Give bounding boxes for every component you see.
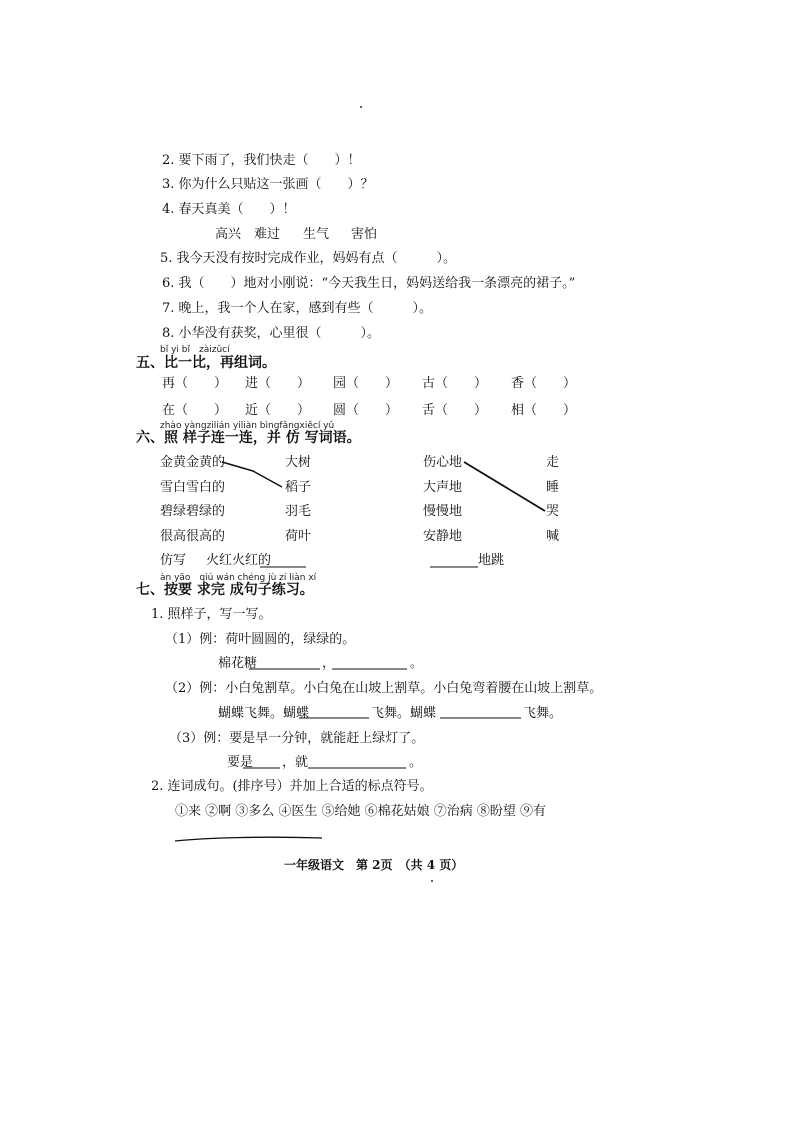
- s4-item-7: 7. 晚上，我一个人在家，感到有些（ ）。: [162, 301, 433, 316]
- s6-left-a-2[interactable]: 雪白雪白的: [160, 480, 226, 495]
- s6-right-a-3[interactable]: 慢慢地: [423, 504, 463, 519]
- q2-answer-line: [175, 837, 322, 841]
- connect-line-right: [464, 462, 545, 511]
- s6-imitate-example: 火红火红的: [206, 553, 272, 568]
- s7-q1-1-example: （1）例：荷叶圆圆的，绿绿的。: [165, 632, 356, 647]
- s6-title: 六、照 样子连一连，并 仿 写词语。: [136, 430, 361, 446]
- s5-row1-2: 进（ ）: [245, 376, 311, 391]
- s5-title: 五、比一比，再组词。: [136, 355, 276, 371]
- s5-row1-5: 香（ ）: [511, 376, 577, 391]
- s7-q1-1-mid: ，: [322, 656, 336, 671]
- s6-right-a-1[interactable]: 伤心地: [423, 455, 463, 470]
- s4-item-6: 6. 我（ ）地对小刚说：“今天我生日，妈妈送给我一条漂亮的裙子。”: [162, 276, 576, 291]
- s4-item-3: 3. 你为什么只贴这一张画（ ）？: [162, 177, 374, 192]
- s6-right-b-3[interactable]: 哭: [546, 504, 560, 519]
- s4-option-3: 生气: [303, 227, 330, 242]
- s7-q1-2-end: 飞舞。: [523, 706, 563, 721]
- s5-row1-1: 再（ ）: [162, 376, 228, 391]
- s6-right-a-2[interactable]: 大声地: [423, 480, 463, 495]
- s5-row1-4: 古（ ）: [422, 376, 488, 391]
- s5-row2-3: 圆（ ）: [333, 403, 399, 418]
- s7-q2-title: 2. 连词成句。(排序号）并加上合适的标点符号。: [151, 779, 433, 794]
- page-footer: 一年级语文 第 2页 （共 4 页）: [284, 858, 464, 872]
- s6-right-a-4[interactable]: 安静地: [423, 529, 463, 544]
- connect-line-left: [222, 462, 282, 487]
- s7-title: 七、按要 求完 成句子练习。: [136, 582, 314, 598]
- s6-right-b-4[interactable]: 喊: [546, 529, 560, 544]
- s6-left-b-3[interactable]: 羽毛: [285, 504, 312, 519]
- s7-q1-2-start: 蝴蝶飞舞。蝴蝶: [218, 706, 310, 721]
- s6-pinyin: zhào yàngzilián yiliàn bìngfǎngxiěcí yǔ: [160, 421, 335, 431]
- s5-row1-3: 园（ ）: [333, 376, 399, 391]
- s4-option-4: 害怕: [351, 227, 378, 242]
- s4-item-4: 4. 春天真美（ ）！: [162, 202, 296, 217]
- s5-row2-2: 近（ ）: [245, 403, 311, 418]
- s4-item-8: 8. 小华没有获奖，心里很（ ）。: [162, 326, 381, 341]
- s7-q2-words: ①来 ②啊 ③多么 ④医生 ⑤给她 ⑥棉花姑娘 ⑦治病 ⑧盼望 ⑨有: [175, 804, 547, 819]
- s6-left-a-1[interactable]: 金黄金黄的: [160, 455, 226, 470]
- s6-imitate-right: 地跳: [478, 553, 505, 568]
- s5-row2-4: 舌（ ）: [422, 403, 488, 418]
- s6-left-b-4[interactable]: 荷叶: [285, 529, 312, 544]
- s7-q1-3-start: 要是: [227, 755, 254, 770]
- s4-option-2: 难过: [254, 227, 281, 242]
- s5-row2-1: 在（ ）: [162, 403, 228, 418]
- s5-row2-5: 相（ ）: [511, 403, 577, 418]
- s7-q1-1-start: 棉花糖: [218, 656, 258, 671]
- s4-item-2: 2. 要下雨了，我们快走（ ）！: [162, 153, 361, 168]
- s7-q1-3-mid: ，就: [282, 755, 309, 770]
- s7-q1-1-end: 。: [410, 656, 424, 671]
- s4-item-5: 5. 我今天没有按时完成作业，妈妈有点（ ）。: [160, 251, 457, 266]
- s6-left-a-3[interactable]: 碧绿碧绿的: [160, 504, 226, 519]
- s6-right-b-2[interactable]: 睡: [546, 480, 560, 495]
- s6-left-a-4[interactable]: 很高很高的: [160, 529, 226, 544]
- s6-left-b-2[interactable]: 稻子: [285, 480, 312, 495]
- s7-q1-3-end: 。: [409, 755, 423, 770]
- s6-right-b-1[interactable]: 走: [546, 455, 560, 470]
- s7-pinyin: àn yāo qiú wán chéng jù zi liàn xí: [160, 573, 317, 583]
- s7-q1-2-example: （2）例：小白兔割草。小白兔在山坡上割草。小白兔弯着腰在山坡上割草。: [165, 681, 603, 696]
- s7-q1-title: 1. 照样子，写一写。: [151, 607, 272, 622]
- s5-pinyin: bǐ yi bǐ zàizǔcí: [160, 345, 230, 355]
- s6-left-b-1[interactable]: 大树: [285, 455, 312, 470]
- s6-imitate-label: 仿写: [160, 553, 187, 568]
- s7-q1-3-example: （3）例：要是早一分钟，就能赶上绿灯了。: [169, 731, 425, 746]
- s4-option-1: 高兴: [215, 227, 242, 242]
- s7-q1-2-mid: 飞舞。蝴蝶: [371, 706, 437, 721]
